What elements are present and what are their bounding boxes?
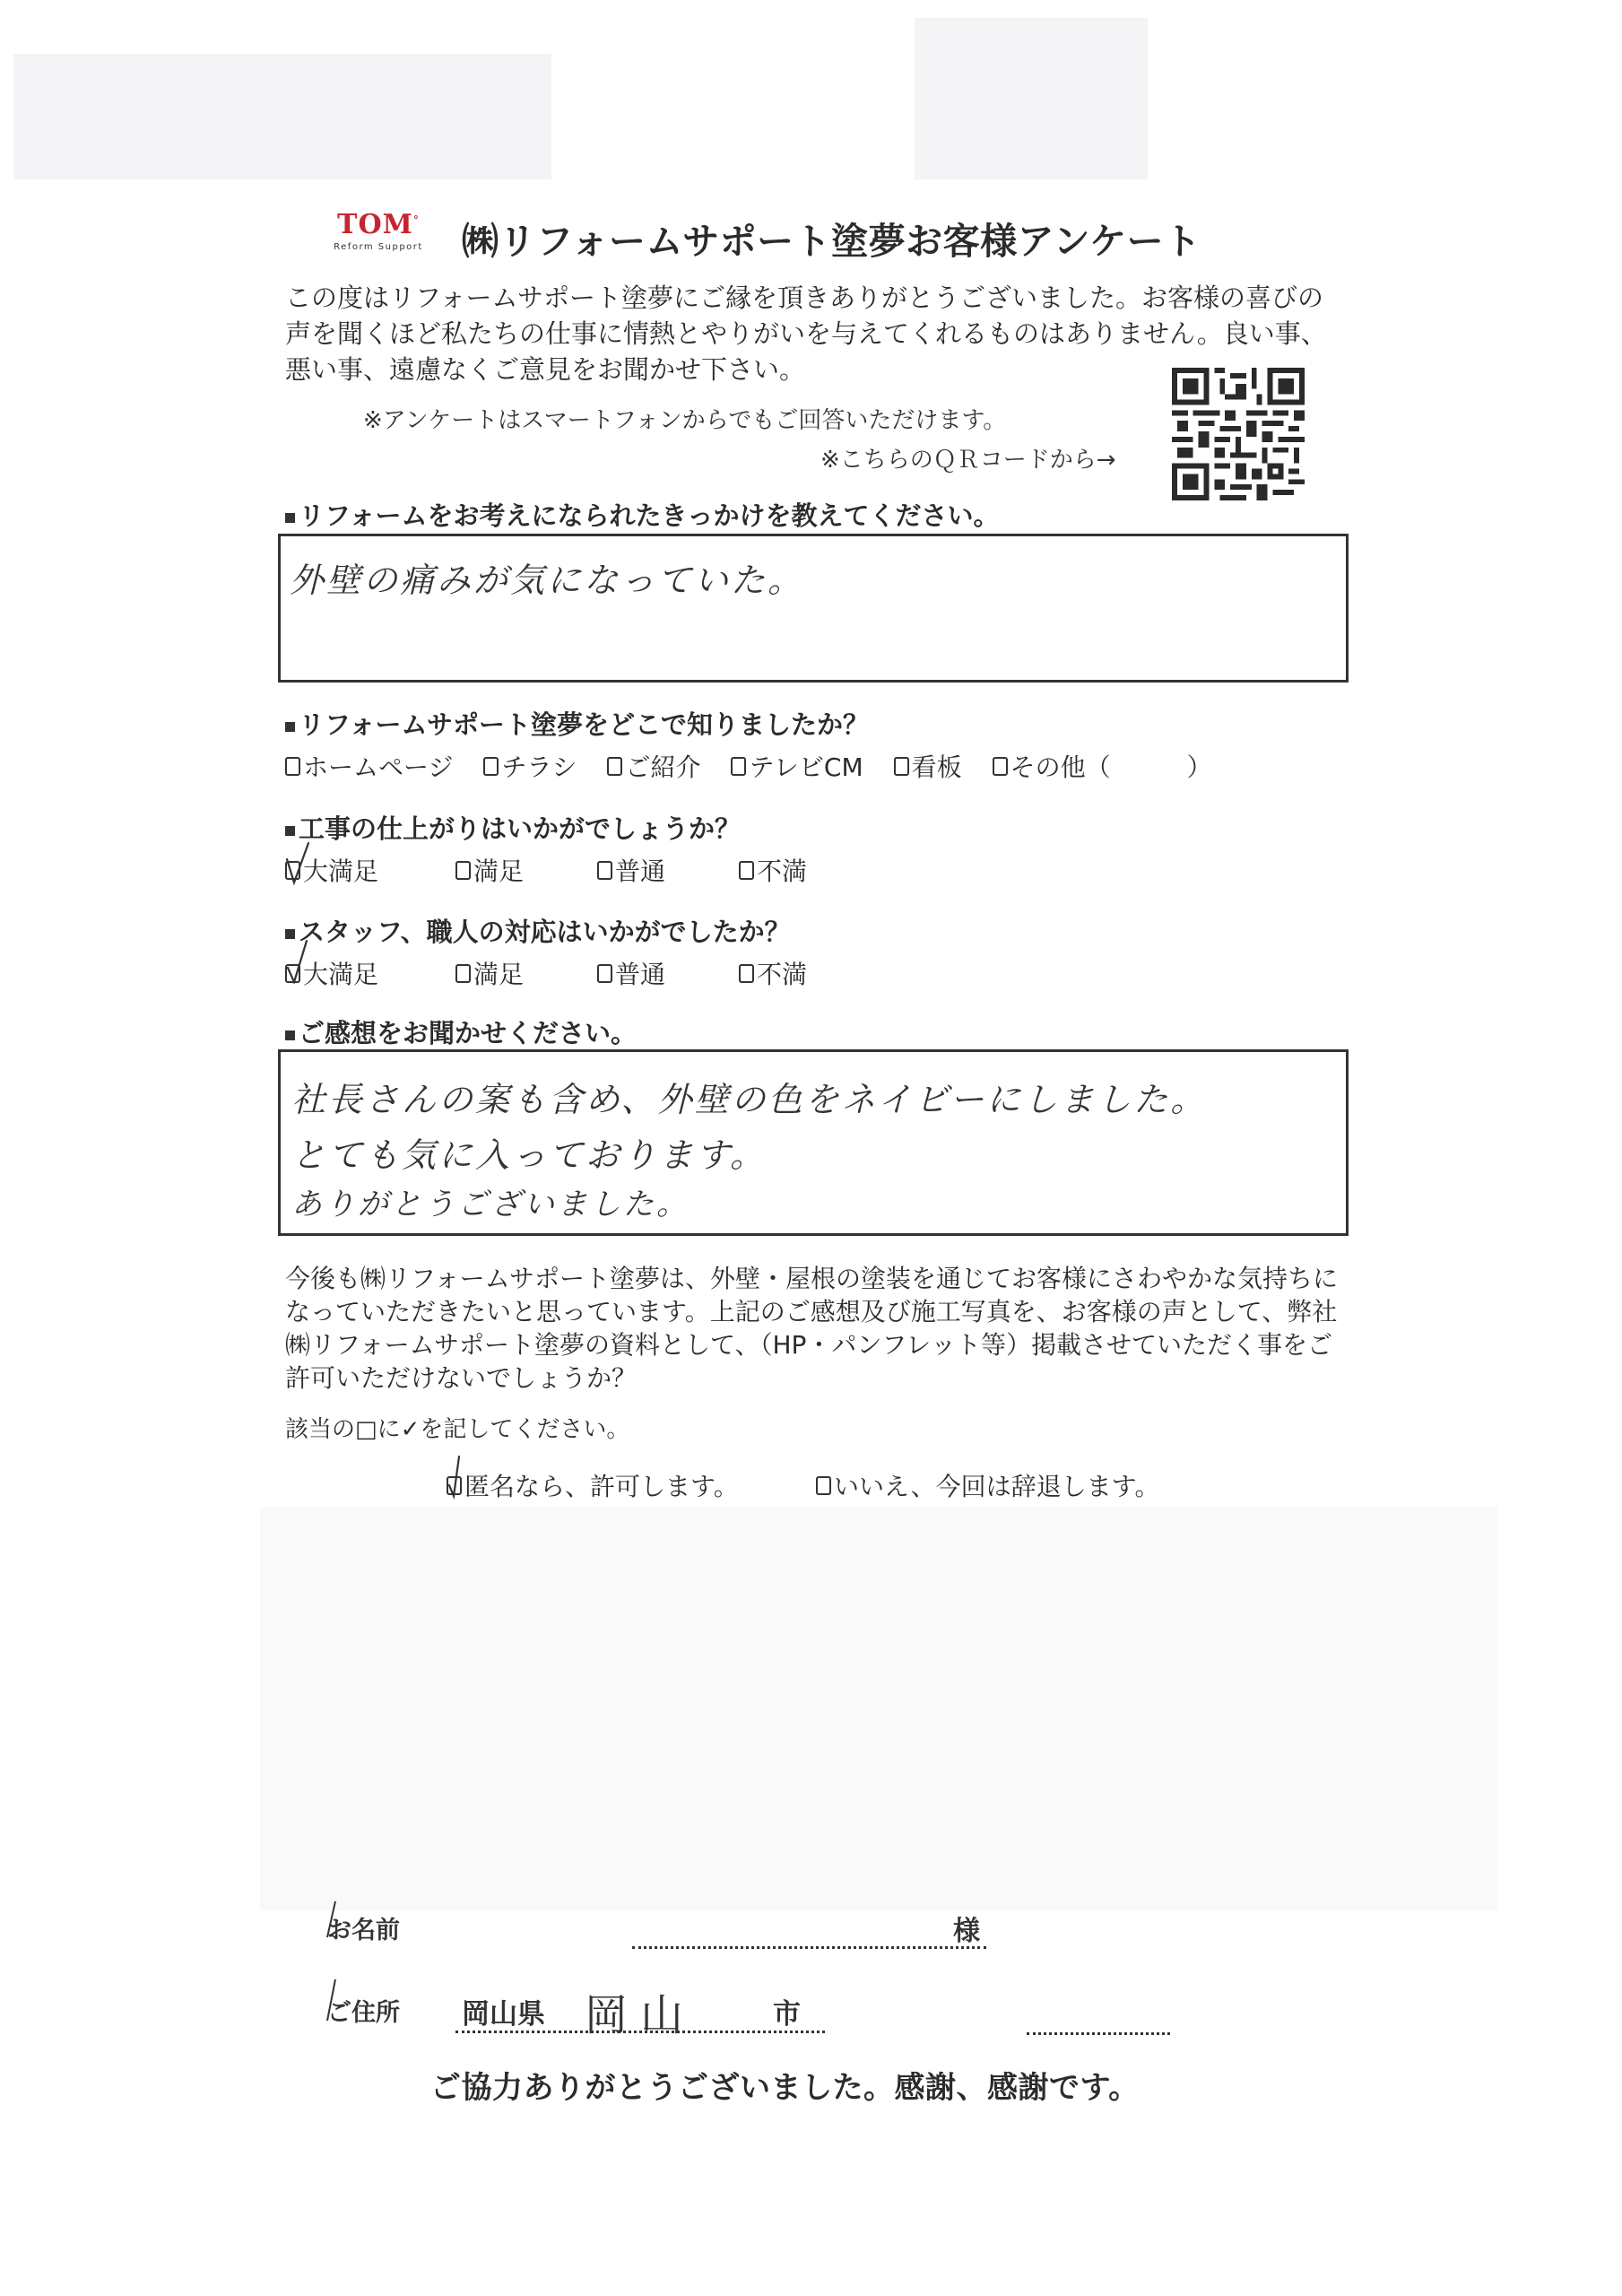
q2-option-referral[interactable]: ご紹介 bbox=[607, 748, 700, 784]
checkbox[interactable] bbox=[739, 861, 754, 880]
q4-option-neutral[interactable]: 普通 bbox=[597, 955, 739, 991]
handwritten-check-icon bbox=[285, 841, 310, 886]
checkbox[interactable] bbox=[455, 861, 471, 880]
q1-heading: リフォームをお考えになられたきっかけを教えてください。 bbox=[285, 496, 1000, 533]
q5-answer-box[interactable] bbox=[278, 1049, 1349, 1236]
handwritten-check-icon bbox=[325, 1900, 337, 1939]
q3-option-dissatisfied[interactable]: 不満 bbox=[739, 852, 807, 888]
qr-note: ※こちらのＱＲコードから→ bbox=[820, 447, 1116, 474]
checkbox[interactable] bbox=[731, 757, 746, 776]
q4-options bbox=[285, 955, 837, 991]
q2-option-signboard[interactable]: 看板 bbox=[894, 748, 962, 784]
company-logo bbox=[334, 206, 423, 257]
q2-options bbox=[285, 748, 1212, 784]
q4-option-satisfied[interactable]: 満足 bbox=[455, 955, 597, 991]
checkbox[interactable] bbox=[285, 757, 300, 776]
q5-heading: ご感想をお聞かせください。 bbox=[285, 1013, 637, 1050]
bullet-square-icon bbox=[285, 826, 295, 836]
q4-option-very-satisfied[interactable]: 大満足 bbox=[285, 955, 455, 991]
consent-option-decline[interactable]: いいえ、今回は辞退します。 bbox=[816, 1467, 1159, 1503]
consent-instruction: 該当の□に✓を記してください。 bbox=[285, 1416, 630, 1443]
page-title: ㈱リフォームサポート塗夢お客様アンケート bbox=[462, 220, 1201, 263]
scan-artifact bbox=[915, 18, 1148, 179]
scan-artifact bbox=[260, 1507, 1497, 1910]
address-label: ご住所 bbox=[327, 1999, 400, 2027]
handwritten-check-icon bbox=[285, 939, 310, 984]
q5-answer-line: ありがとうございました。 bbox=[291, 1187, 690, 1222]
consent-option-anonymous[interactable]: 匿名なら、許可します。 bbox=[447, 1467, 739, 1503]
qr-code-icon[interactable] bbox=[1172, 368, 1305, 500]
address-rest-field[interactable] bbox=[1027, 1993, 1170, 2027]
checkbox[interactable] bbox=[483, 757, 499, 776]
q4-heading: スタッフ、職人の対応はいかがでしたか？ bbox=[285, 912, 791, 949]
name-field[interactable] bbox=[632, 1909, 982, 1941]
q3-option-neutral[interactable]: 普通 bbox=[597, 852, 739, 888]
bullet-square-icon bbox=[285, 1031, 295, 1040]
checkbox-checked[interactable] bbox=[285, 964, 300, 983]
checkbox[interactable] bbox=[597, 861, 612, 880]
q3-option-very-satisfied[interactable]: 大満足 bbox=[285, 852, 455, 888]
logo-subtitle: Reform Support bbox=[334, 242, 423, 252]
q2-option-tv-cm[interactable]: テレビCM bbox=[731, 748, 863, 784]
name-underline bbox=[632, 1946, 986, 1949]
checkbox[interactable] bbox=[816, 1476, 831, 1495]
consent-paragraph: 今後も㈱リフォームサポート塗夢は、外壁・屋根の塗装を通じてお客様にさわやかな気持ちになっていただきたいと思っています。上記のご感想及び施工写真を、お客様の声として、弊社㈱リフォームサポート塗夢の資料として、（HP・パンフレット等）掲載させていただく事をご許可いただけないでしょうか？ bbox=[285, 1264, 1339, 1393]
checkbox[interactable] bbox=[597, 964, 612, 983]
bullet-square-icon bbox=[285, 929, 295, 939]
q5-answer-line: とても気に入っております。 bbox=[291, 1135, 767, 1175]
q3-option-satisfied[interactable]: 満足 bbox=[455, 852, 597, 888]
intro-paragraph: この度はリフォームサポート塗夢にご縁を頂きありがとうございました。お客様の喜びの声を聞くほど私たちの仕事に情熱とやりがいを与えてくれるものはありません。良い事、悪い事、遠慮なくご意見をお聞かせ下さい。 bbox=[285, 283, 1327, 385]
q2-option-flyer[interactable]: チラシ bbox=[483, 748, 577, 784]
checkbox[interactable] bbox=[455, 964, 471, 983]
q1-answer-box[interactable] bbox=[278, 534, 1349, 683]
name-label: お名前 bbox=[327, 1917, 400, 1944]
checkbox[interactable] bbox=[607, 757, 622, 776]
q4-option-dissatisfied[interactable]: 不満 bbox=[739, 955, 807, 991]
logo-mark: TOM° bbox=[337, 209, 420, 240]
name-suffix: 様 bbox=[953, 1916, 980, 1947]
handwritten-check-icon bbox=[447, 1455, 472, 1500]
city-underline bbox=[455, 2031, 825, 2033]
prefecture-text: 岡山県 bbox=[462, 1998, 545, 2031]
q2-heading: リフォームサポート塗夢をどこで知りましたか？ bbox=[285, 705, 869, 742]
checkbox[interactable] bbox=[739, 964, 754, 983]
checkbox[interactable] bbox=[894, 757, 909, 776]
q3-options bbox=[285, 852, 837, 888]
smartphone-note: ※アンケートはスマートフォンからでもご回答いただけます。 bbox=[363, 407, 1007, 434]
checkbox-checked[interactable] bbox=[447, 1476, 462, 1495]
city-handwritten[interactable]: 岡山 bbox=[585, 1990, 697, 2040]
bullet-square-icon bbox=[285, 513, 295, 523]
q2-option-other[interactable]: その他（ ） bbox=[993, 748, 1212, 784]
city-suffix: 市 bbox=[773, 1998, 801, 2031]
q2-option-homepage[interactable]: ホームページ bbox=[285, 748, 453, 784]
bullet-square-icon bbox=[285, 722, 295, 732]
checkbox[interactable] bbox=[993, 757, 1008, 776]
q5-answer-line: 社長さんの案も含め、外壁の色をネイビーにしました。 bbox=[291, 1080, 1208, 1119]
q3-heading: 工事の仕上がりはいかがでしょうか？ bbox=[285, 809, 741, 846]
q1-answer-text: 外壁の痛みが気になっていた。 bbox=[290, 561, 805, 600]
handwritten-check-icon bbox=[325, 1978, 337, 2022]
thanks-message: ご協力ありがとうございました。感謝、感謝です。 bbox=[430, 2070, 1140, 2106]
scan-artifact bbox=[13, 54, 551, 179]
checkbox-checked[interactable] bbox=[285, 861, 300, 880]
address-rest-underline bbox=[1027, 2032, 1170, 2035]
